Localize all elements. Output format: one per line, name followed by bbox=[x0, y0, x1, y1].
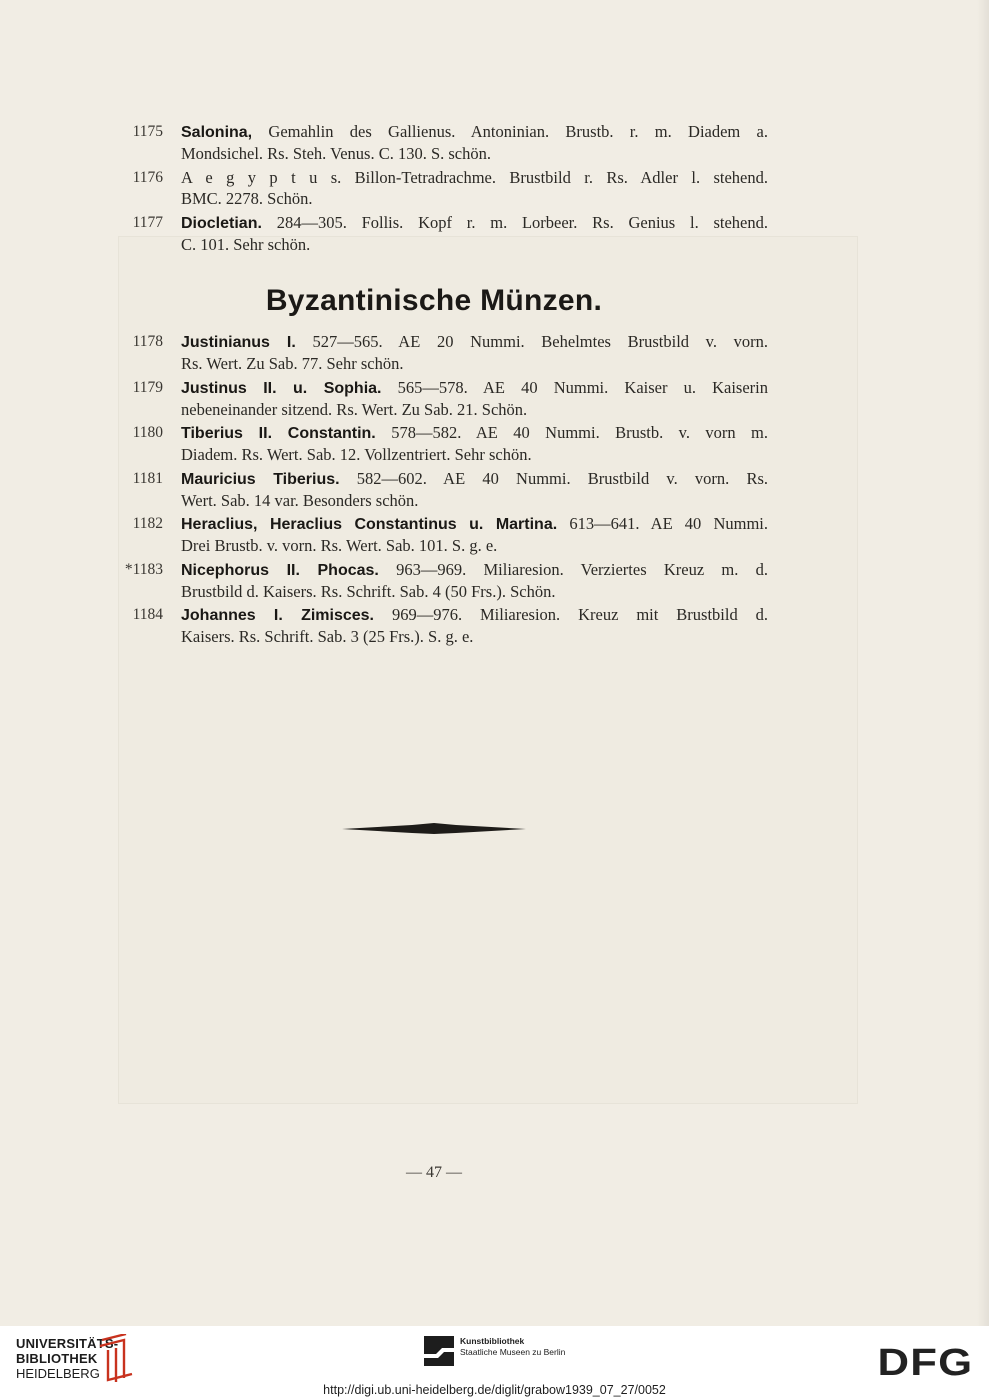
entry-name: Nicephorus II. Phocas. bbox=[181, 562, 379, 579]
entry-number: *1183 bbox=[124, 561, 163, 578]
entry-name: Mauricius Tiberius. bbox=[181, 471, 340, 488]
entry-number: 1177 bbox=[132, 214, 163, 231]
entry-description-line2: Brustbild d. Kaisers. Rs. Schrift. Sab. 4 (50 Frs.). Schön. bbox=[181, 582, 556, 601]
catalog-entry-1183 bbox=[118, 559, 768, 602]
entry-number: 1179 bbox=[132, 379, 163, 396]
entry-number: 1176 bbox=[132, 169, 163, 186]
kunstbibliothek-logo[interactable] bbox=[424, 1336, 566, 1371]
entry-description-line2: BMC. 2278. Schön. bbox=[181, 189, 313, 208]
ornament-divider bbox=[342, 822, 526, 836]
catalog-entry-1181 bbox=[118, 468, 768, 511]
entry-description: 284—305. Follis. Kopf r. m. Lorbeer. Rs. Genius l. stehend. bbox=[276, 213, 768, 232]
footer-bar bbox=[0, 1326, 989, 1399]
kunstbibliothek-title: Kunstbibliothek bbox=[460, 1336, 525, 1346]
university-line2: BIBLIOTHEK bbox=[16, 1351, 98, 1366]
entry-name: Heraclius, Heraclius Constantinus u. Martina. bbox=[181, 516, 558, 533]
catalog-entry-1177 bbox=[118, 212, 768, 255]
entry-description-line2: Mondsichel. Rs. Steh. Venus. C. 130. S. schön. bbox=[181, 144, 492, 163]
dfg-logo[interactable]: DFG bbox=[877, 1342, 973, 1384]
catalog-entry-1175 bbox=[118, 121, 768, 164]
entry-name: Justinus II. u. Sophia. bbox=[181, 380, 382, 397]
permalink-url[interactable]: http://digi.ub.uni-heidelberg.de/diglit/grabow1939_07_27/0052 bbox=[323, 1383, 666, 1397]
entry-number: 1184 bbox=[132, 606, 163, 623]
entry-description-line2: Diadem. Rs. Wert. Sab. 12. Vollzentriert. Sehr schön. bbox=[181, 445, 532, 464]
entry-description-line2: Rs. Wert. Zu Sab. 77. Sehr schön. bbox=[181, 354, 404, 373]
page-number: — 47 — bbox=[406, 1164, 462, 1181]
university-line3: HEIDELBERG bbox=[16, 1366, 100, 1381]
entry-description-line2: nebeneinander sitzend. Rs. Wert. Zu Sab. 21. Schön. bbox=[181, 400, 528, 419]
entry-number: 1182 bbox=[132, 515, 163, 532]
entry-name: Tiberius II. Constantin. bbox=[181, 425, 376, 442]
entry-description-line2: Wert. Sab. 14 var. Besonders schön. bbox=[181, 491, 419, 510]
kunstbibliothek-emblem-icon bbox=[424, 1336, 454, 1366]
entry-description: 582—602. AE 40 Nummi. Brustbild v. vorn. Rs. bbox=[356, 469, 768, 488]
entry-description-line2: Kaisers. Rs. Schrift. Sab. 3 (25 Frs.). S. g. e. bbox=[181, 627, 474, 646]
entry-number: 1181 bbox=[132, 470, 163, 487]
entry-name: Salonina, bbox=[181, 124, 253, 141]
catalog-entry-1176 bbox=[118, 167, 768, 209]
catalog-entry-1178 bbox=[118, 331, 768, 374]
entry-name: Diocletian. bbox=[181, 215, 262, 232]
entry-description: Gemahlin des Gallienus. Antoninian. Brustb. r. m. Diadem a. bbox=[268, 122, 768, 141]
entry-number: 1180 bbox=[132, 424, 163, 441]
entry-description: 613—641. AE 40 Nummi. bbox=[569, 514, 768, 533]
entry-description-line2: Drei Brustb. v. vorn. Rs. Wert. Sab. 101. S. g. e. bbox=[181, 536, 498, 555]
entry-description: 565—578. AE 40 Nummi. Kaiser u. Kaiserin bbox=[397, 378, 768, 397]
catalog-entry-1179 bbox=[118, 377, 768, 420]
catalog-entry-1180 bbox=[118, 422, 768, 465]
entry-description: 578—582. AE 40 Nummi. Brustb. v. vorn m. bbox=[391, 423, 769, 442]
entry-description-line2: C. 101. Sehr schön. bbox=[181, 235, 311, 254]
entry-description: 969—976. Miliaresion. Kreuz mit Brustbild d. bbox=[391, 605, 768, 624]
entry-description: A e g y p t u s. Billon-Tetradrachme. Brustbild r. Rs. Adler l. stehend. bbox=[181, 168, 768, 187]
entry-name: Justinianus I. bbox=[181, 334, 296, 351]
university-emblem-icon bbox=[86, 1334, 138, 1384]
entry-description: 963—969. Miliaresion. Verziertes Kreuz m. d. bbox=[396, 560, 769, 579]
entry-number: 1175 bbox=[132, 123, 163, 140]
university-line1: UNIVERSITÄTS- bbox=[16, 1336, 119, 1351]
entry-name: Johannes I. Zimisces. bbox=[181, 607, 374, 624]
section-heading: Byzantinische Münzen. bbox=[265, 284, 603, 317]
entry-description: 527—565. AE 20 Nummi. Behelmtes Brustbild v. vorn. bbox=[312, 332, 769, 351]
entry-number: 1178 bbox=[132, 333, 163, 350]
catalog-entry-1182 bbox=[118, 513, 768, 556]
kunstbibliothek-subtitle: Staatliche Museen zu Berlin bbox=[460, 1347, 566, 1357]
catalog-entry-1184 bbox=[118, 604, 768, 647]
